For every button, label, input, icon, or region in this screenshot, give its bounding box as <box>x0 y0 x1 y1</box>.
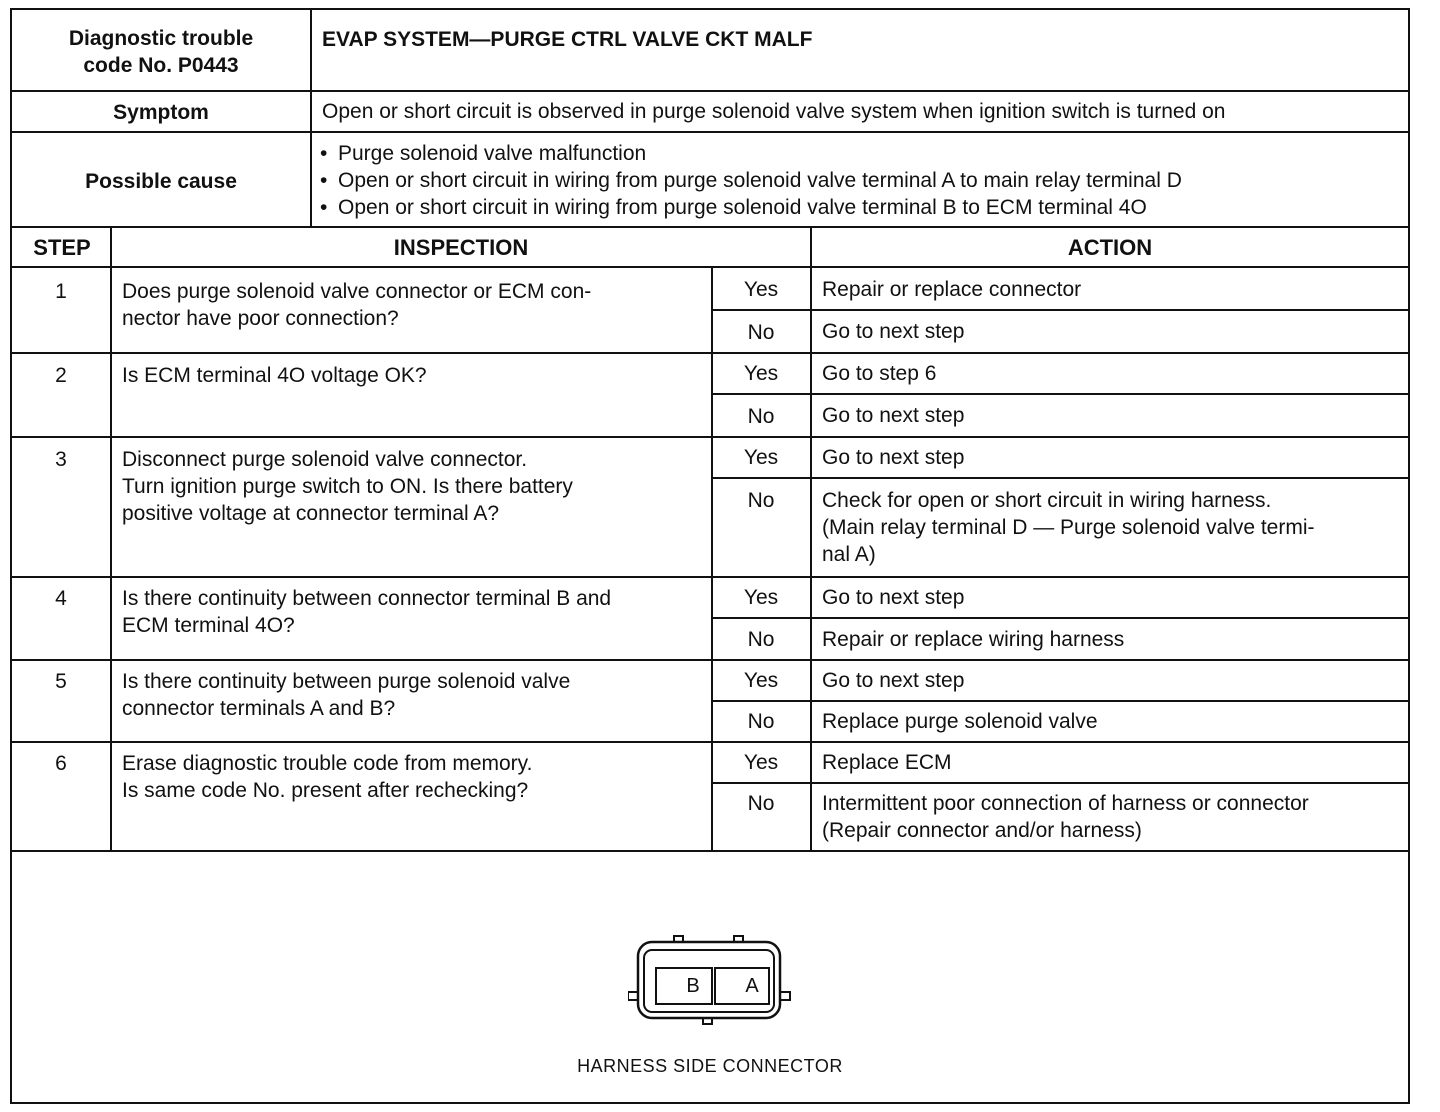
rule <box>12 226 1408 228</box>
list-item: • Purge solenoid valve malfunction <box>316 140 1182 167</box>
rule <box>12 576 1408 578</box>
inspection-text: Is ECM terminal 4O voltage OK? <box>122 364 427 387</box>
rule <box>12 266 1408 268</box>
terminal-a-label: A <box>745 975 759 997</box>
terminal-a <box>715 968 769 1004</box>
list-item: • Open or short circuit in wiring from purge solenoid valve terminal A to main relay terminal D <box>316 167 1182 194</box>
col-header-inspection: INSPECTION <box>393 235 529 260</box>
step-number: 1 <box>55 280 67 303</box>
symptom-label: Symptom <box>113 101 209 124</box>
no-label: No <box>747 489 775 512</box>
col-divider <box>110 226 112 852</box>
dtc-label: Diagnostic trouble code No. P0443 <box>68 27 254 77</box>
no-label: No <box>747 628 775 651</box>
inspection-text: Erase diagnostic trouble code from memory. Is same code No. present after rechecking? <box>122 752 533 802</box>
rule <box>712 477 1408 479</box>
rule <box>12 850 1408 852</box>
step-number: 6 <box>55 752 67 775</box>
step-number: 4 <box>55 587 67 610</box>
inspection-text: Does purge solenoid valve connector or ECM con- nector have poor connection? <box>122 280 592 330</box>
symptom-text: Open or short circuit is observed in purge solenoid valve system when ignition switch is turned on <box>322 100 1226 123</box>
yes-label: Yes <box>743 362 779 385</box>
no-action: Go to next step <box>822 320 965 343</box>
terminal-b <box>656 968 712 1004</box>
harness-connector-diagram <box>628 932 798 1032</box>
inspection-text: Is there continuity between purge solenoid valve connector terminals A and B? <box>122 670 571 720</box>
yes-action: Repair or replace connector <box>822 278 1082 301</box>
connector-latch <box>780 992 790 1000</box>
yes-action: Go to next step <box>822 446 965 469</box>
col-header-action: ACTION <box>1067 235 1153 260</box>
no-action: Check for open or short circuit in wiring harness. (Main relay terminal D — Purge solenoid valve termi- nal A) <box>822 489 1315 566</box>
rule <box>712 617 1408 619</box>
no-label: No <box>747 792 775 815</box>
yes-action: Go to next step <box>822 586 965 609</box>
cause-list <box>316 140 1182 221</box>
rule <box>712 309 1408 311</box>
yes-label: Yes <box>743 669 779 692</box>
yes-label: Yes <box>743 446 779 469</box>
no-action: Intermittent poor connection of harness or connector (Repair connector and/or harness) <box>822 792 1309 842</box>
rule <box>12 741 1408 743</box>
no-action: Replace purge solenoid valve <box>822 710 1098 733</box>
no-action: Go to next step <box>822 404 965 427</box>
step-number: 5 <box>55 670 67 693</box>
step-number: 2 <box>55 364 67 387</box>
no-action: Repair or replace wiring harness <box>822 628 1125 651</box>
inspection-text: Disconnect purge solenoid valve connector. Turn ignition purge switch to ON. Is there battery positive voltage at connector terminal A? <box>122 448 573 525</box>
rule <box>12 90 1408 92</box>
no-label: No <box>747 405 775 428</box>
no-label: No <box>747 710 775 733</box>
terminal-b-label: B <box>686 975 700 997</box>
diagnostic-sheet <box>10 8 1410 1104</box>
header-divider <box>310 10 312 226</box>
no-label: No <box>747 321 775 344</box>
rule <box>12 436 1408 438</box>
cause-label: Possible cause <box>85 170 237 193</box>
rule <box>712 700 1408 702</box>
inspection-text: Is there continuity between connector terminal B and ECM terminal 4O? <box>122 587 612 637</box>
yes-label: Yes <box>743 751 779 774</box>
step-number: 3 <box>55 448 67 471</box>
rule <box>12 659 1408 661</box>
connector-latch <box>628 992 638 1000</box>
list-item: • Open or short circuit in wiring from purge solenoid valve terminal B to ECM terminal 4O <box>316 194 1182 221</box>
rule <box>712 393 1408 395</box>
diagram-caption: HARNESS SIDE CONNECTOR <box>577 1056 843 1076</box>
col-divider <box>810 226 812 852</box>
rule <box>12 131 1408 133</box>
yes-action: Go to next step <box>822 669 965 692</box>
dtc-title: EVAP SYSTEM—PURGE CTRL VALVE CKT MALF <box>322 28 813 51</box>
yes-label: Yes <box>743 586 779 609</box>
col-header-step: STEP <box>33 235 91 260</box>
rule <box>712 782 1408 784</box>
yes-label: Yes <box>743 278 779 301</box>
yes-action: Replace ECM <box>822 751 952 774</box>
rule <box>12 352 1408 354</box>
yes-action: Go to step 6 <box>822 362 937 385</box>
